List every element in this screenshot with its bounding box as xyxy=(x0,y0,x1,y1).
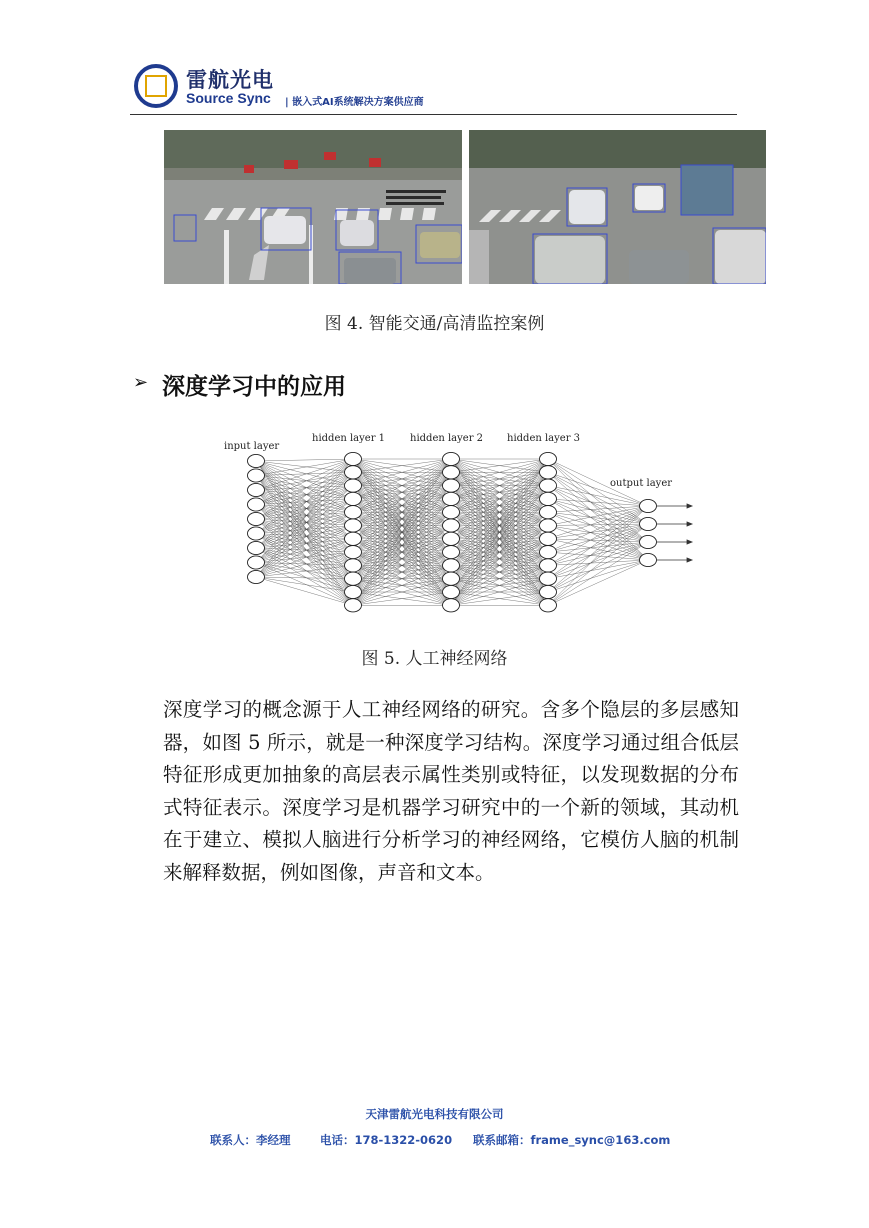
connection-edge xyxy=(256,459,353,476)
output-neuron xyxy=(640,535,657,548)
output-neuron xyxy=(640,553,657,566)
hidden-3-neuron xyxy=(540,546,557,559)
connection-edge xyxy=(548,524,648,552)
hidden-2-neuron xyxy=(443,599,460,612)
hidden-1-neuron xyxy=(345,585,362,598)
connection-edge xyxy=(256,461,353,512)
input-layer-label: input layer xyxy=(224,441,280,452)
connection-edge xyxy=(256,548,353,552)
connection-edge xyxy=(548,539,648,542)
hidden-2-neuron xyxy=(443,452,460,465)
hidden-3-neuron xyxy=(540,532,557,545)
hidden-2-neuron xyxy=(443,572,460,585)
connection-edge xyxy=(256,552,353,577)
connection-edge xyxy=(256,548,353,592)
input-neuron xyxy=(248,556,265,569)
connection-edge xyxy=(256,472,353,533)
connection-edge xyxy=(256,490,353,565)
connection-edge xyxy=(548,560,648,605)
hidden-2-neuron xyxy=(443,479,460,492)
traffic-photo-right xyxy=(469,130,766,284)
hidden-2-neuron xyxy=(443,559,460,572)
connection-edge xyxy=(548,524,648,592)
hidden-1-neuron xyxy=(345,599,362,612)
hidden-3-neuron xyxy=(540,466,557,479)
hidden-1-neuron xyxy=(345,452,362,465)
connection-edge xyxy=(548,512,648,542)
input-neuron xyxy=(248,570,265,583)
connection-edge xyxy=(548,506,648,605)
logo-mark-icon xyxy=(145,75,167,97)
input-neuron xyxy=(248,512,265,525)
connection-edge xyxy=(548,542,648,579)
logo-english-name: Source Sync xyxy=(186,90,271,106)
footer-phone: 电话：178-1322-0620 xyxy=(320,1133,453,1147)
hidden-3-neuron xyxy=(540,559,557,572)
hidden-layer-3-label: hidden layer 3 xyxy=(507,433,581,444)
output-layer-label: output layer xyxy=(610,478,673,489)
hidden-2-neuron xyxy=(443,532,460,545)
hidden-1-neuron xyxy=(345,546,362,559)
hidden-3-neuron xyxy=(540,572,557,585)
hidden-3-neuron xyxy=(540,492,557,505)
connection-edge xyxy=(256,512,353,533)
connection-edge xyxy=(256,526,353,563)
hidden-2-neuron xyxy=(443,492,460,505)
arrow-bullet-icon: ➢ xyxy=(133,372,149,393)
hidden-2-neuron xyxy=(443,546,460,559)
figure-5-caption: 图 5. 人工神经网络 xyxy=(361,649,508,669)
output-neuron xyxy=(640,499,657,512)
logo-chinese-name: 雷航光电 xyxy=(186,68,274,92)
neural-network-diagram xyxy=(210,426,710,616)
footer-contact-person: 联系人：李经理 xyxy=(210,1133,291,1147)
traffic-photo-left xyxy=(164,130,462,284)
connection-edge xyxy=(256,459,353,461)
arrowhead-icon xyxy=(687,540,692,544)
hidden-1-neuron xyxy=(345,479,362,492)
footer-company-name: 天津雷航光电科技有限公司 xyxy=(365,1107,504,1121)
input-neuron xyxy=(248,541,265,554)
header-divider xyxy=(130,114,737,115)
connection-edge xyxy=(548,552,648,560)
output-neuron xyxy=(640,517,657,530)
figure-4-caption: 图 4. 智能交通/高清监控案例 xyxy=(324,314,545,334)
connection-edge xyxy=(548,506,648,552)
hidden-2-neuron xyxy=(443,466,460,479)
hidden-1-neuron xyxy=(345,492,362,505)
arrowhead-icon xyxy=(687,504,692,508)
hidden-layer-2-label: hidden layer 2 xyxy=(410,433,484,444)
hidden-2-neuron xyxy=(443,585,460,598)
body-paragraph: 深度学习的概念源于人工神经网络的研究。含多个隐层的多层感知器，如图 5 所示，就是一种深度学习结构。深度学习通过组合低层特征形成更加抽象的高层表示属性类别或特征，以发现数据的分布式特征表示。深度学习是机器学习研究中的一个新的领域，其动机在于建立、模拟人脑进行分析学习的神经网络，它模仿人脑的机制来解释数据，例如图像，声音和文本。 xyxy=(163,698,739,884)
connection-edge xyxy=(548,526,648,561)
input-neuron xyxy=(248,498,265,511)
hidden-1-neuron xyxy=(345,506,362,519)
arrowhead-icon xyxy=(687,522,692,526)
connection-edge xyxy=(548,524,648,526)
connection-edge xyxy=(548,506,648,579)
input-neuron xyxy=(248,527,265,540)
hidden-3-neuron xyxy=(540,519,557,532)
company-tagline: | 嵌入式AI系统解决方案供应商 xyxy=(285,97,424,108)
footer-email: 联系邮箱：frame_sync@163.com xyxy=(473,1133,671,1147)
hidden-1-neuron xyxy=(345,572,362,585)
hidden-3-neuron xyxy=(540,452,557,465)
hidden-3-neuron xyxy=(540,585,557,598)
input-neuron xyxy=(248,483,265,496)
hidden-1-neuron xyxy=(345,559,362,572)
hidden-1-neuron xyxy=(345,466,362,479)
section-heading: 深度学习中的应用 xyxy=(162,374,346,400)
connection-edge xyxy=(548,499,648,524)
hidden-3-neuron xyxy=(540,599,557,612)
hidden-2-neuron xyxy=(443,519,460,532)
hidden-1-neuron xyxy=(345,519,362,532)
hidden-1-neuron xyxy=(345,532,362,545)
input-neuron xyxy=(248,454,265,467)
connection-edge xyxy=(256,577,353,592)
hidden-layer-1-label: hidden layer 1 xyxy=(312,433,386,444)
hidden-3-neuron xyxy=(540,479,557,492)
connection-edge xyxy=(256,472,353,519)
hidden-3-neuron xyxy=(540,506,557,519)
input-neuron xyxy=(248,469,265,482)
connection-edge xyxy=(548,542,648,565)
hidden-2-neuron xyxy=(443,506,460,519)
connection-edge xyxy=(256,519,353,605)
arrowhead-icon xyxy=(687,558,692,562)
